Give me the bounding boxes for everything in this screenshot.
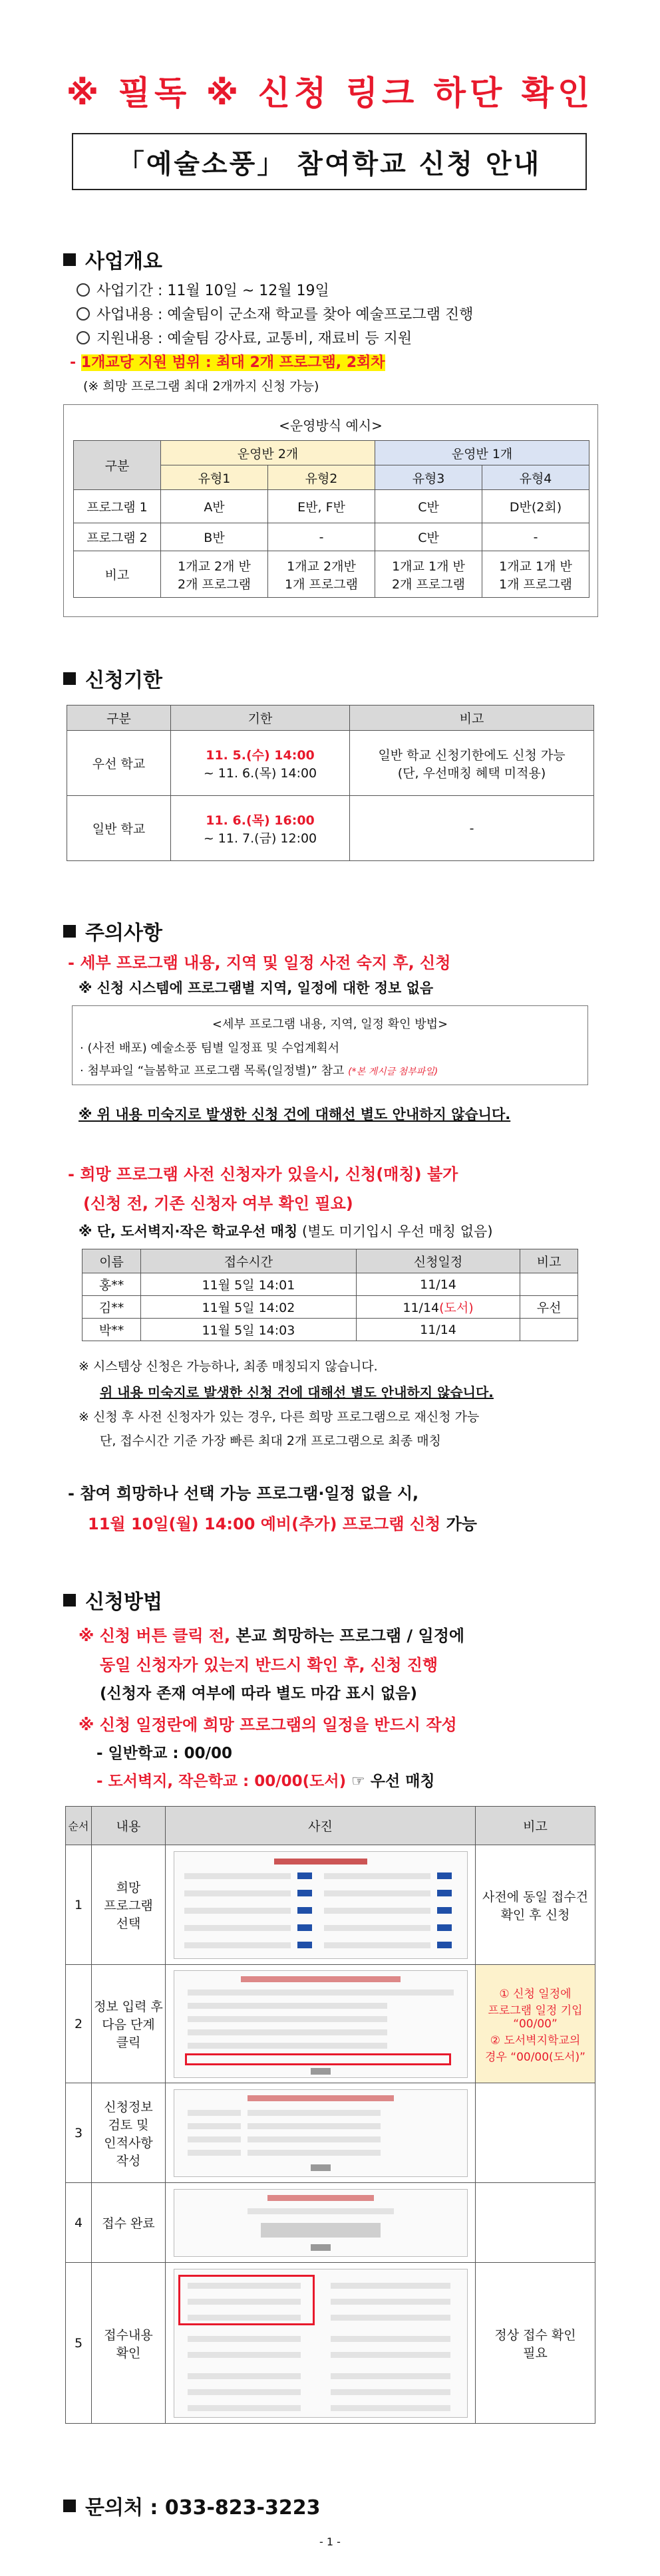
caution-2-sub: (신청 전, 기존 신청자 여부 확인 필요) bbox=[83, 1194, 353, 1213]
square-bullet-icon bbox=[63, 1594, 76, 1607]
table-cell: 1개교 1개 반 1개 프로그램 bbox=[482, 551, 589, 598]
table-row: 홍** 11월 5일 14:01 11/14 bbox=[82, 1273, 578, 1296]
col-header: 비고 bbox=[350, 706, 594, 731]
col-header: 비고 bbox=[520, 1249, 578, 1273]
overview-item: 사업기간 : 11월 10일 ~ 12월 19일 bbox=[77, 279, 329, 300]
col-header: 비고 bbox=[476, 1807, 595, 1845]
method-priority: - 도서벽지, 작은학교 : 00/00(도서) ☞ 우선 매칭 bbox=[96, 1773, 435, 1790]
system-note-2: ※ 신청 후 사전 신청자가 있는 경우, 다른 희망 프로그램으로 재신청 가능 bbox=[79, 1410, 480, 1424]
system-note-1: ※ 시스템상 신청은 가능하나, 최종 매칭되지 않습니다. bbox=[79, 1359, 378, 1374]
screenshot-thumbnail bbox=[174, 1970, 468, 2078]
method-note-1: ※ 신청 버튼 클릭 전, 본교 희망하는 프로그램 / 일정에 bbox=[79, 1626, 465, 1645]
step-row: 3 신청정보 검토 및 인적사항 작성 bbox=[66, 2083, 595, 2183]
section-cautions bbox=[63, 916, 162, 946]
caution-1: - 세부 프로그램 내용, 지역 및 일정 사전 숙지 후, 신청 bbox=[68, 954, 451, 972]
method-note-1c: (신청자 존재 여부에 따라 별도 마감 표시 없음) bbox=[100, 1685, 417, 1702]
document-title: 「예술소풍」 참여학교 신청 안내 bbox=[72, 133, 587, 190]
system-note-1-bold: 위 내용 미숙지로 발생한 신청 건에 대해선 별도 안내하지 않습니다. bbox=[100, 1384, 494, 1400]
overview-item: 사업내용 : 예술팀이 군소재 학교를 찾아 예술프로그램 진행 bbox=[77, 303, 473, 324]
section-contact bbox=[63, 2491, 320, 2520]
method-note-1b: 동일 신청자가 있는지 반드시 확인 후, 신청 진행 bbox=[100, 1656, 438, 1674]
group-header: 운영반 1개 bbox=[375, 441, 589, 465]
row-label: 프로그램 1 bbox=[74, 490, 161, 523]
step-screenshot bbox=[166, 2263, 476, 2424]
type-header: 유형3 bbox=[375, 465, 482, 490]
screenshot-thumbnail bbox=[174, 2269, 468, 2418]
operation-table-title: <운영방식 예시> bbox=[279, 418, 383, 434]
table-cell: 1개교 2개 반 2개 프로그램 bbox=[161, 551, 268, 598]
step-row: 2 정보 입력 후 다음 단계 클릭 ① 신청 일정에 프로그램 일정 기입 “00/00” ② 도서벽지학교의 경우 “00/00(도서)” bbox=[66, 1965, 595, 2083]
caution-2-note: ※ 단, 도서벽지·작은 학교우선 매칭 (별도 미기입시 우선 매칭 없음) bbox=[79, 1224, 493, 1239]
square-bullet-icon bbox=[63, 253, 76, 266]
step-screenshot bbox=[166, 1845, 476, 1965]
circle-bullet-icon bbox=[77, 331, 90, 344]
table-cell: A반 bbox=[161, 490, 268, 523]
table-cell: 1개교 1개 반 2개 프로그램 bbox=[375, 551, 482, 598]
table-cell: - bbox=[268, 523, 375, 551]
section-title: 주의사항 bbox=[85, 922, 162, 945]
highlight-box bbox=[185, 2053, 451, 2065]
check-method-title: <세부 프로그램 내용, 지역, 일정 확인 방법> bbox=[212, 1017, 448, 1031]
caution-2: - 희망 프로그램 사전 신청자가 있을시, 신청(매칭) 불가 bbox=[68, 1165, 458, 1184]
row-label: 비고 bbox=[74, 551, 161, 598]
table-cell: 11. 6.(목) 16:00 ~ 11. 7.(금) 12:00 bbox=[171, 796, 350, 861]
row-label: 일반 학교 bbox=[67, 796, 171, 861]
section-title: 신청기한 bbox=[85, 669, 162, 692]
type-header: 유형1 bbox=[161, 465, 268, 490]
system-note-2b: 단, 접수시간 기준 가장 빠른 최대 2개 프로그램으로 최종 매칭 bbox=[100, 1434, 441, 1448]
section-title: 신청방법 bbox=[85, 1591, 162, 1614]
step-row: 5 접수내용 확인 정상 접수 확인 필요 bbox=[66, 2263, 595, 2424]
col-header: 사진 bbox=[166, 1807, 476, 1845]
table-cell: B반 bbox=[161, 523, 268, 551]
top-notice: ※ 필독 ※ 신청 링크 하단 확인 bbox=[66, 74, 594, 112]
section-method bbox=[63, 1585, 162, 1614]
square-bullet-icon bbox=[63, 672, 76, 685]
method-general: - 일반학교 : 00/00 bbox=[96, 1745, 233, 1762]
table-cell: 일반 학교 신청기한에도 신청 가능 (단, 우선매칭 혜택 미적용) bbox=[350, 731, 594, 796]
table-cell: E반, F반 bbox=[268, 490, 375, 523]
table-cell: - bbox=[482, 523, 589, 551]
matching-table bbox=[82, 1249, 578, 1341]
col-header: 이름 bbox=[82, 1249, 141, 1273]
step-screenshot bbox=[166, 1965, 476, 2083]
operation-table bbox=[73, 440, 589, 598]
step-row: 4 접수 완료 bbox=[66, 2183, 595, 2263]
check-method-line: · (사전 배포) 예술소풍 팀별 일정표 및 수업계획서 bbox=[80, 1041, 340, 1055]
table-cell: 11. 5.(수) 14:00 ~ 11. 6.(목) 14:00 bbox=[171, 731, 350, 796]
method-note-2: ※ 신청 일정란에 희망 프로그램의 일정을 반드시 작성 bbox=[79, 1716, 457, 1734]
col-header: 순서 bbox=[66, 1807, 92, 1845]
type-header: 유형4 bbox=[482, 465, 589, 490]
table-cell: C반 bbox=[375, 490, 482, 523]
row-label: 프로그램 2 bbox=[74, 523, 161, 551]
screenshot-thumbnail bbox=[174, 2189, 468, 2257]
col-header: 접수시간 bbox=[141, 1249, 357, 1273]
row-label: 우선 학교 bbox=[67, 731, 171, 796]
table-cell: - bbox=[350, 796, 594, 861]
contact-text: 문의처 : 033-823-3223 bbox=[85, 2496, 321, 2519]
caution-1-warning: ※ 위 내용 미숙지로 발생한 신청 건에 대해선 별도 안내하지 않습니다. bbox=[79, 1106, 511, 1122]
overview-item: 지원내용 : 예술팀 강사료, 교통비, 재료비 등 지원 bbox=[77, 327, 412, 348]
support-limit: - 1개교당 지원 범위 : 최대 2개 프로그램, 2회차 bbox=[70, 354, 385, 371]
circle-bullet-icon bbox=[77, 307, 90, 321]
section-period bbox=[63, 664, 162, 693]
circle-bullet-icon bbox=[77, 283, 90, 297]
table-cell: C반 bbox=[375, 523, 482, 551]
step-screenshot bbox=[166, 2183, 476, 2263]
caution-3: - 참여 희망하나 선택 가능 프로그램·일정 없을 시, bbox=[68, 1484, 419, 1503]
caution-1-sub: ※ 신청 시스템에 프로그램별 지역, 일정에 대한 정보 없음 bbox=[79, 980, 434, 996]
square-bullet-icon bbox=[63, 2500, 76, 2512]
support-limit-note: (※ 희망 프로그램 최대 2개까지 신청 가능) bbox=[83, 379, 319, 394]
page-number: - 1 - bbox=[319, 2535, 341, 2548]
col-header: 기한 bbox=[171, 706, 350, 731]
group-header: 운영반 2개 bbox=[161, 441, 375, 465]
section-title: 사업개요 bbox=[85, 250, 162, 273]
section-overview bbox=[63, 245, 162, 274]
step-row: 1 희망 프로그램 선택 사전에 동일 접수건 확인 후 신청 bbox=[66, 1845, 595, 1965]
screenshot-thumbnail bbox=[174, 2089, 468, 2177]
screenshot-thumbnail bbox=[174, 1851, 468, 1959]
step-screenshot bbox=[166, 2083, 476, 2183]
table-row: 박** 11월 5일 14:03 11/14 bbox=[82, 1319, 578, 1341]
steps-table bbox=[65, 1806, 595, 2424]
type-header: 유형2 bbox=[268, 465, 375, 490]
table-cell: D반(2회) bbox=[482, 490, 589, 523]
check-method-line: · 첨부파일 “늘봄학교 프로그램 목록(일정별)” 참고 (*본 게시글 첨부파일) bbox=[80, 1064, 438, 1078]
table-row: 김** 11월 5일 14:02 11/14(도서) 우선 bbox=[82, 1296, 578, 1319]
caution-3-sub: 11월 10일(월) 14:00 예비(추가) 프로그램 신청 가능 bbox=[88, 1515, 477, 1533]
col-header: 신청일정 bbox=[356, 1249, 520, 1273]
period-table bbox=[67, 705, 594, 861]
square-bullet-icon bbox=[63, 925, 76, 938]
col-header: 내용 bbox=[92, 1807, 166, 1845]
table-cell: 1개교 2개반 1개 프로그램 bbox=[268, 551, 375, 598]
col-header: 구분 bbox=[74, 441, 161, 490]
col-header: 구분 bbox=[67, 706, 171, 731]
